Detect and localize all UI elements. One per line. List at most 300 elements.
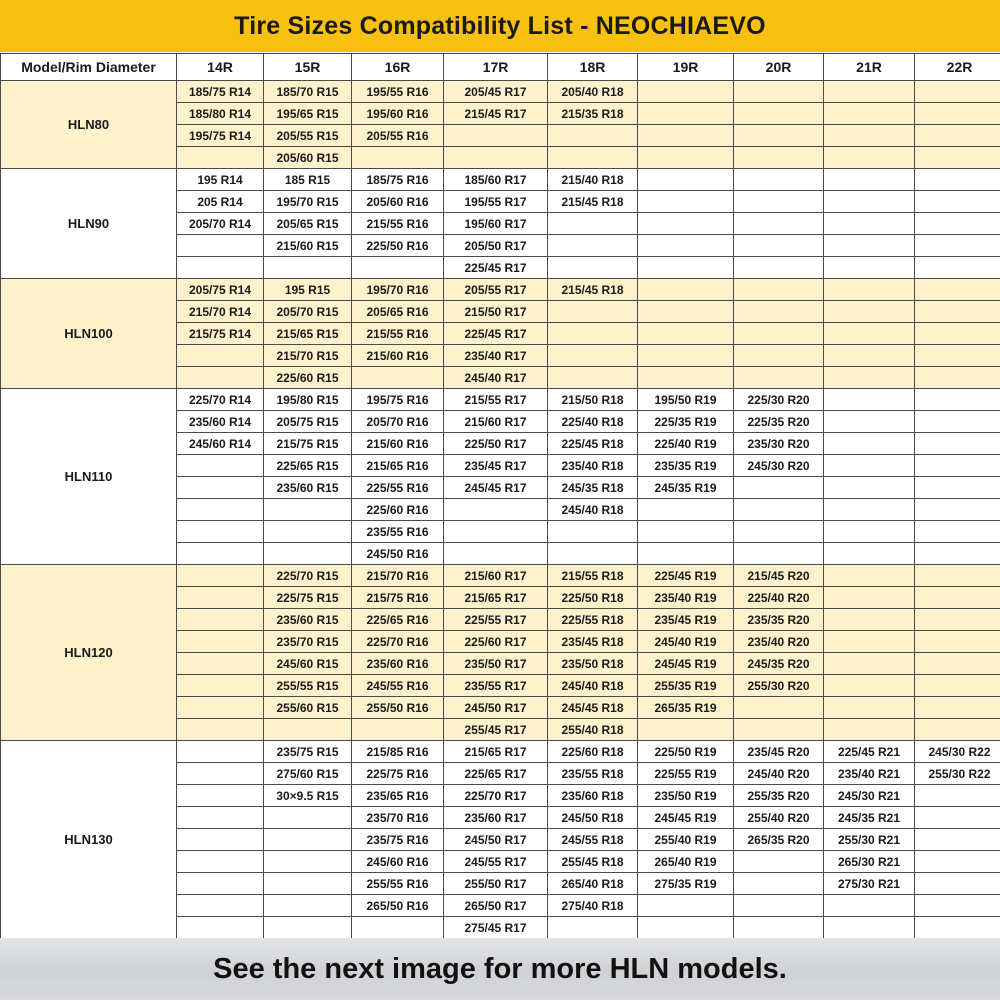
tire-size-cell: 215/55 R17 xyxy=(444,389,548,411)
tire-size-cell: 215/55 R16 xyxy=(352,323,444,345)
tire-size-cell: 205/55 R15 xyxy=(264,125,352,147)
tire-size-cell xyxy=(824,81,915,103)
tire-size-cell: 205/50 R17 xyxy=(444,235,548,257)
tire-size-cell xyxy=(548,367,638,389)
tire-size-cell xyxy=(915,389,1000,411)
tire-size-cell: 205/45 R17 xyxy=(444,81,548,103)
tire-size-cell: 235/60 R15 xyxy=(264,609,352,631)
footer-banner xyxy=(0,938,1000,1000)
tire-size-cell: 185/75 R16 xyxy=(352,169,444,191)
tire-size-cell xyxy=(177,609,264,631)
tire-size-cell xyxy=(824,675,915,697)
tire-size-cell: 215/60 R17 xyxy=(444,411,548,433)
tire-size-cell: 245/30 R21 xyxy=(824,785,915,807)
tire-size-cell: 225/60 R16 xyxy=(352,499,444,521)
tire-size-cell: 195 R14 xyxy=(177,169,264,191)
tire-size-cell xyxy=(915,125,1000,147)
tire-size-cell: 215/60 R16 xyxy=(352,345,444,367)
tire-size-cell xyxy=(734,851,824,873)
tire-size-cell xyxy=(177,851,264,873)
tire-size-cell: 235/40 R21 xyxy=(824,763,915,785)
tire-size-cell xyxy=(915,631,1000,653)
tire-size-cell: 235/60 R18 xyxy=(548,785,638,807)
tire-size-cell xyxy=(734,367,824,389)
tire-size-cell: 245/35 R18 xyxy=(548,477,638,499)
tire-size-cell: 185/75 R14 xyxy=(177,81,264,103)
tire-size-cell xyxy=(352,917,444,939)
tire-size-cell: 205/75 R14 xyxy=(177,279,264,301)
tire-size-cell: 255/60 R15 xyxy=(264,697,352,719)
tire-size-cell xyxy=(824,653,915,675)
tire-size-cell xyxy=(638,279,734,301)
tire-size-cell xyxy=(638,257,734,279)
tire-size-cell: 275/30 R21 xyxy=(824,873,915,895)
tire-size-cell: 235/35 R19 xyxy=(638,455,734,477)
tire-size-cell xyxy=(177,345,264,367)
tire-size-cell: 215/45 R17 xyxy=(444,103,548,125)
tire-size-cell xyxy=(177,873,264,895)
tire-size-cell: 235/40 R17 xyxy=(444,345,548,367)
tire-size-cell: 215/55 R18 xyxy=(548,565,638,587)
tire-size-cell: 195/75 R14 xyxy=(177,125,264,147)
tire-size-cell: 255/55 R16 xyxy=(352,873,444,895)
tire-size-cell xyxy=(824,213,915,235)
tire-size-cell: 195 R15 xyxy=(264,279,352,301)
tire-size-cell: 185 R15 xyxy=(264,169,352,191)
column-header-17r: 17R xyxy=(444,54,548,81)
tire-size-cell: 225/65 R17 xyxy=(444,763,548,785)
tire-size-cell: 225/30 R20 xyxy=(734,389,824,411)
tire-size-cell xyxy=(734,873,824,895)
tire-size-cell: 225/70 R15 xyxy=(264,565,352,587)
tire-size-cell: 225/40 R18 xyxy=(548,411,638,433)
tire-size-cell: 215/55 R16 xyxy=(352,213,444,235)
tire-size-cell: 195/80 R15 xyxy=(264,389,352,411)
tire-size-cell: 255/50 R17 xyxy=(444,873,548,895)
tire-size-cell: 205/55 R17 xyxy=(444,279,548,301)
tire-size-cell xyxy=(638,521,734,543)
model-name-cell: HLN80 xyxy=(1,81,177,169)
tire-size-cell: 245/40 R20 xyxy=(734,763,824,785)
tire-size-cell xyxy=(548,213,638,235)
tire-size-cell xyxy=(638,301,734,323)
tire-size-cell xyxy=(264,807,352,829)
tire-size-cell xyxy=(638,213,734,235)
tire-size-cell xyxy=(264,257,352,279)
tire-size-cell: 225/55 R17 xyxy=(444,609,548,631)
tire-size-cell xyxy=(548,147,638,169)
tire-size-cell xyxy=(177,719,264,741)
tire-size-cell: 245/30 R20 xyxy=(734,455,824,477)
tire-size-cell: 195/55 R17 xyxy=(444,191,548,213)
tire-size-cell xyxy=(638,345,734,367)
tire-size-cell xyxy=(915,279,1000,301)
tire-size-cell xyxy=(734,499,824,521)
tire-size-cell xyxy=(177,565,264,587)
tire-size-cell xyxy=(915,323,1000,345)
tire-size-cell xyxy=(734,257,824,279)
tire-size-cell: 245/45 R17 xyxy=(444,477,548,499)
tire-size-cell xyxy=(177,147,264,169)
tire-size-cell xyxy=(824,455,915,477)
tire-size-cell xyxy=(824,565,915,587)
table-row xyxy=(1,565,1000,587)
tire-size-cell xyxy=(177,587,264,609)
tire-size-cell xyxy=(915,169,1000,191)
tire-size-cell xyxy=(177,257,264,279)
tire-size-cell xyxy=(824,411,915,433)
tire-size-cell xyxy=(915,235,1000,257)
tire-size-cell xyxy=(915,851,1000,873)
tire-size-cell xyxy=(824,367,915,389)
tire-size-cell: 275/60 R15 xyxy=(264,763,352,785)
tire-size-cell xyxy=(824,125,915,147)
tire-size-cell xyxy=(734,125,824,147)
tire-size-cell xyxy=(824,301,915,323)
tire-size-cell: 235/60 R17 xyxy=(444,807,548,829)
tire-size-cell xyxy=(734,719,824,741)
tire-size-cell: 245/40 R17 xyxy=(444,367,548,389)
tire-size-cell xyxy=(824,587,915,609)
tire-size-cell: 245/60 R14 xyxy=(177,433,264,455)
tire-size-cell: 235/50 R19 xyxy=(638,785,734,807)
tire-size-cell xyxy=(264,917,352,939)
tire-size-cell xyxy=(638,191,734,213)
tire-size-cell: 235/45 R19 xyxy=(638,609,734,631)
title-bar xyxy=(0,0,1000,52)
tire-size-cell: 225/40 R19 xyxy=(638,433,734,455)
tire-size-cell: 245/30 R22 xyxy=(915,741,1000,763)
tire-size-cell: 235/75 R15 xyxy=(264,741,352,763)
tire-size-cell: 195/75 R16 xyxy=(352,389,444,411)
tire-size-cell xyxy=(638,323,734,345)
tire-size-cell: 215/65 R15 xyxy=(264,323,352,345)
tire-size-cell xyxy=(264,895,352,917)
tire-size-cell: 245/35 R21 xyxy=(824,807,915,829)
tire-size-cell xyxy=(734,103,824,125)
tire-size-cell xyxy=(638,543,734,565)
tire-size-cell xyxy=(638,169,734,191)
table-row xyxy=(1,279,1000,301)
tire-size-cell: 225/45 R18 xyxy=(548,433,638,455)
tire-size-cell: 215/60 R17 xyxy=(444,565,548,587)
tire-size-cell: 235/30 R20 xyxy=(734,433,824,455)
tire-size-cell xyxy=(824,697,915,719)
tire-size-cell xyxy=(444,521,548,543)
table-row xyxy=(1,81,1000,103)
tire-size-cell xyxy=(915,829,1000,851)
tire-size-cell: 225/50 R17 xyxy=(444,433,548,455)
tire-size-cell xyxy=(734,301,824,323)
tire-size-cell xyxy=(177,785,264,807)
tire-size-cell xyxy=(915,543,1000,565)
tire-size-cell xyxy=(734,477,824,499)
tire-size-cell: 215/75 R16 xyxy=(352,587,444,609)
tire-size-cell: 255/40 R18 xyxy=(548,719,638,741)
tire-size-cell: 205/60 R16 xyxy=(352,191,444,213)
tire-size-cell: 225/60 R15 xyxy=(264,367,352,389)
tire-size-cell: 255/35 R20 xyxy=(734,785,824,807)
tire-size-cell: 225/65 R15 xyxy=(264,455,352,477)
tire-size-cell xyxy=(734,521,824,543)
tire-size-cell xyxy=(264,543,352,565)
tire-size-cell: 235/40 R20 xyxy=(734,631,824,653)
tire-size-cell: 225/50 R16 xyxy=(352,235,444,257)
tire-size-cell xyxy=(548,125,638,147)
tire-size-cell xyxy=(915,697,1000,719)
tire-size-cell xyxy=(548,345,638,367)
tire-size-cell: 225/70 R16 xyxy=(352,631,444,653)
tire-size-cell xyxy=(638,103,734,125)
tire-size-cell: 215/60 R16 xyxy=(352,433,444,455)
column-header-22r: 22R xyxy=(915,54,1000,81)
tire-size-cell xyxy=(824,257,915,279)
tire-size-cell: 215/75 R15 xyxy=(264,433,352,455)
tire-size-cell: 245/55 R18 xyxy=(548,829,638,851)
tire-size-cell: 255/45 R17 xyxy=(444,719,548,741)
tire-size-cell xyxy=(352,147,444,169)
tire-size-cell xyxy=(734,345,824,367)
tire-size-cell: 195/70 R16 xyxy=(352,279,444,301)
tire-size-cell xyxy=(824,103,915,125)
column-header-14r: 14R xyxy=(177,54,264,81)
tire-size-cell xyxy=(915,103,1000,125)
compatibility-table xyxy=(0,53,1000,939)
tire-size-cell: 245/50 R17 xyxy=(444,829,548,851)
tire-size-cell xyxy=(638,81,734,103)
tire-size-cell: 225/60 R17 xyxy=(444,631,548,653)
tire-size-cell: 255/40 R20 xyxy=(734,807,824,829)
tire-size-cell xyxy=(824,895,915,917)
tire-size-cell xyxy=(915,873,1000,895)
tire-size-cell xyxy=(824,477,915,499)
tire-size-cell xyxy=(915,807,1000,829)
tire-size-cell: 215/50 R17 xyxy=(444,301,548,323)
tire-size-cell xyxy=(734,235,824,257)
tire-size-cell: 245/50 R18 xyxy=(548,807,638,829)
tire-size-cell xyxy=(177,543,264,565)
tire-size-cell xyxy=(824,389,915,411)
tire-size-cell: 215/40 R18 xyxy=(548,169,638,191)
tire-size-cell: 235/50 R18 xyxy=(548,653,638,675)
tire-size-cell xyxy=(915,917,1000,939)
tire-size-cell xyxy=(824,521,915,543)
table-row xyxy=(1,169,1000,191)
tire-size-cell xyxy=(264,873,352,895)
tire-size-cell: 225/50 R19 xyxy=(638,741,734,763)
tire-size-cell: 235/75 R16 xyxy=(352,829,444,851)
column-header-15r: 15R xyxy=(264,54,352,81)
tire-size-cell xyxy=(824,917,915,939)
tire-size-cell: 235/55 R17 xyxy=(444,675,548,697)
tire-size-cell xyxy=(177,697,264,719)
model-name-cell: HLN90 xyxy=(1,169,177,279)
tire-size-cell xyxy=(264,719,352,741)
tire-size-cell xyxy=(915,565,1000,587)
tire-size-cell: 235/55 R18 xyxy=(548,763,638,785)
tire-size-cell xyxy=(177,917,264,939)
tire-size-cell xyxy=(548,543,638,565)
tire-size-cell: 265/40 R19 xyxy=(638,851,734,873)
tire-size-cell: 215/45 R20 xyxy=(734,565,824,587)
tire-size-cell xyxy=(177,895,264,917)
model-name-cell: HLN130 xyxy=(1,741,177,939)
tire-size-cell: 235/45 R17 xyxy=(444,455,548,477)
tire-size-cell: 275/45 R17 xyxy=(444,917,548,939)
tire-size-cell: 235/55 R16 xyxy=(352,521,444,543)
tire-size-cell xyxy=(824,279,915,301)
tire-size-cell xyxy=(824,147,915,169)
tire-size-cell: 215/65 R17 xyxy=(444,741,548,763)
tire-size-cell: 255/55 R15 xyxy=(264,675,352,697)
tire-size-cell: 245/50 R17 xyxy=(444,697,548,719)
tire-size-cell xyxy=(638,917,734,939)
tire-size-cell xyxy=(734,213,824,235)
tire-size-cell xyxy=(264,499,352,521)
tire-size-cell xyxy=(177,741,264,763)
tire-size-cell: 225/75 R16 xyxy=(352,763,444,785)
tire-size-cell: 255/30 R21 xyxy=(824,829,915,851)
tire-size-cell: 205/70 R14 xyxy=(177,213,264,235)
tire-size-cell: 225/45 R17 xyxy=(444,323,548,345)
tire-size-cell xyxy=(824,719,915,741)
tire-size-cell: 215/45 R18 xyxy=(548,191,638,213)
tire-size-cell xyxy=(915,455,1000,477)
tire-size-cell: 205/70 R16 xyxy=(352,411,444,433)
tire-size-cell xyxy=(915,499,1000,521)
tire-size-cell xyxy=(638,125,734,147)
tire-size-cell xyxy=(915,345,1000,367)
tire-size-cell: 195/60 R16 xyxy=(352,103,444,125)
tire-size-cell xyxy=(638,367,734,389)
tire-size-cell: 245/50 R16 xyxy=(352,543,444,565)
tire-size-cell xyxy=(264,851,352,873)
tire-size-cell xyxy=(177,521,264,543)
tire-size-cell: 265/35 R19 xyxy=(638,697,734,719)
tire-size-cell: 255/30 R20 xyxy=(734,675,824,697)
tire-size-cell: 225/70 R14 xyxy=(177,389,264,411)
tire-size-cell: 245/40 R18 xyxy=(548,499,638,521)
tire-size-cell xyxy=(638,719,734,741)
tire-size-cell xyxy=(824,631,915,653)
tire-size-cell: 235/65 R16 xyxy=(352,785,444,807)
tire-size-cell xyxy=(915,719,1000,741)
tire-size-cell xyxy=(177,235,264,257)
tire-size-cell xyxy=(734,191,824,213)
tire-size-cell: 215/70 R16 xyxy=(352,565,444,587)
tire-size-cell xyxy=(824,235,915,257)
tire-size-cell: 195/50 R19 xyxy=(638,389,734,411)
tire-size-cell xyxy=(734,147,824,169)
tire-size-cell: 245/40 R18 xyxy=(548,675,638,697)
column-header-20r: 20R xyxy=(734,54,824,81)
tire-size-cell xyxy=(734,323,824,345)
tire-size-cell xyxy=(824,323,915,345)
tire-size-cell: 235/60 R14 xyxy=(177,411,264,433)
tire-size-cell: 215/65 R16 xyxy=(352,455,444,477)
tire-size-cell: 215/50 R18 xyxy=(548,389,638,411)
tire-size-cell: 245/45 R19 xyxy=(638,807,734,829)
tire-size-cell xyxy=(734,279,824,301)
tire-size-cell xyxy=(638,147,734,169)
tire-size-cell: 235/60 R15 xyxy=(264,477,352,499)
tire-size-cell: 225/40 R20 xyxy=(734,587,824,609)
tire-size-cell xyxy=(264,829,352,851)
tire-size-cell xyxy=(444,147,548,169)
tire-size-cell xyxy=(177,499,264,521)
tire-size-cell xyxy=(824,609,915,631)
tire-size-cell: 245/35 R20 xyxy=(734,653,824,675)
tire-size-cell: 265/30 R21 xyxy=(824,851,915,873)
tire-size-cell xyxy=(548,323,638,345)
tire-size-cell: 195/70 R15 xyxy=(264,191,352,213)
tire-size-cell: 245/60 R16 xyxy=(352,851,444,873)
tire-size-cell: 225/35 R20 xyxy=(734,411,824,433)
tire-size-cell xyxy=(177,367,264,389)
tire-size-cell: 245/55 R16 xyxy=(352,675,444,697)
column-header-model: Model/Rim Diameter xyxy=(1,54,177,81)
tire-size-cell xyxy=(548,235,638,257)
tire-size-cell: 205/40 R18 xyxy=(548,81,638,103)
tire-size-cell xyxy=(177,631,264,653)
column-header-19r: 19R xyxy=(638,54,734,81)
tire-size-cell xyxy=(915,895,1000,917)
tire-size-cell xyxy=(548,301,638,323)
tire-size-cell xyxy=(734,895,824,917)
tire-size-cell xyxy=(734,81,824,103)
tire-size-cell: 205/70 R15 xyxy=(264,301,352,323)
tire-size-cell: 225/45 R21 xyxy=(824,741,915,763)
tire-size-cell xyxy=(548,917,638,939)
tire-size-cell: 225/45 R17 xyxy=(444,257,548,279)
tire-size-cell: 235/70 R15 xyxy=(264,631,352,653)
page-title: Tire Sizes Compatibility List - NEOCHIAEVO xyxy=(234,11,766,40)
model-name-cell: HLN110 xyxy=(1,389,177,565)
tire-size-cell: 245/45 R18 xyxy=(548,697,638,719)
tire-size-cell xyxy=(824,433,915,455)
tire-size-cell xyxy=(734,169,824,191)
tire-size-cell xyxy=(915,147,1000,169)
tire-size-cell: 225/35 R19 xyxy=(638,411,734,433)
tire-size-cell xyxy=(824,191,915,213)
tire-size-cell: 255/50 R16 xyxy=(352,697,444,719)
tire-size-cell: 225/70 R17 xyxy=(444,785,548,807)
tire-size-cell xyxy=(915,675,1000,697)
tire-size-cell: 205/75 R15 xyxy=(264,411,352,433)
tire-size-cell xyxy=(548,521,638,543)
tire-size-cell: 235/45 R18 xyxy=(548,631,638,653)
tire-size-cell: 245/45 R19 xyxy=(638,653,734,675)
tire-size-cell: 225/65 R16 xyxy=(352,609,444,631)
tire-size-cell xyxy=(824,499,915,521)
tire-size-cell xyxy=(734,697,824,719)
tire-size-cell: 30×9.5 R15 xyxy=(264,785,352,807)
tire-size-cell: 265/50 R16 xyxy=(352,895,444,917)
tire-size-cell xyxy=(824,345,915,367)
tire-size-cell xyxy=(177,807,264,829)
tire-size-cell xyxy=(915,301,1000,323)
tire-size-cell xyxy=(915,609,1000,631)
tire-size-cell: 265/40 R18 xyxy=(548,873,638,895)
tire-size-cell xyxy=(177,675,264,697)
tire-size-cell: 195/60 R17 xyxy=(444,213,548,235)
tire-size-cell: 185/60 R17 xyxy=(444,169,548,191)
tire-size-cell xyxy=(915,411,1000,433)
tire-size-cell: 195/55 R16 xyxy=(352,81,444,103)
tire-size-cell: 215/85 R16 xyxy=(352,741,444,763)
tire-size-cell: 215/75 R14 xyxy=(177,323,264,345)
tire-size-cell: 205/65 R15 xyxy=(264,213,352,235)
